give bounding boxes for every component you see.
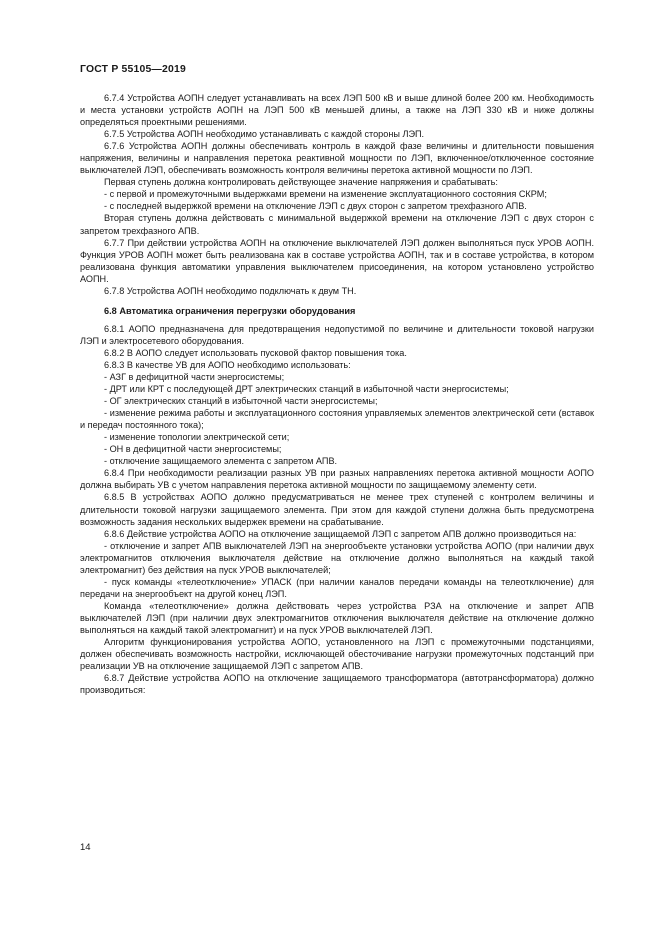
paragraphs-before xyxy=(80,92,594,297)
document-body xyxy=(80,92,594,696)
paragraph: 6.8.3 В качестве УВ для АОПО необходимо использовать: xyxy=(104,359,351,370)
paragraph: 6.8.4 При необходимости реализации разных УВ при разных направлениях перетока активной мощности АОПО должна выбирать УВ с учетом направления перетока активной мощности по защищаемому элементу сети. xyxy=(80,468,594,491)
paragraph: Вторая ступень должна действовать с минимальной выдержкой времени на отключение ЛЭП с двух сторон с запретом трехфазного АПВ. xyxy=(80,213,594,236)
paragraphs-after xyxy=(80,323,594,696)
list-item: - ДРТ или КРТ с последующей ДРТ электрических станций в избыточной части энергосистемы; xyxy=(104,384,509,395)
paragraph: Первая ступень должна контролировать действующее значение напряжения и срабатывать: xyxy=(104,177,498,188)
document-header: ГОСТ Р 55105—2019 xyxy=(80,64,186,75)
list-item: - ОГ электрических станций в избыточной части энергосистемы; xyxy=(104,396,378,407)
list-item: - АЗГ в дефицитной части энергосистемы; xyxy=(104,371,285,382)
paragraph: 6.7.6 Устройства АОПН должны обеспечивать контроль в каждой фазе величины и длительности повышения напряжения, величины и направления перетока реактивной мощности по ЛЭП, включенное/отключенное состояние выключателей ЛЭП, обеспечивать возможность контроля величины перетока активной мощности по ЛЭП. xyxy=(80,141,594,176)
list-item: - изменение режима работы и эксплуатационного состояния управляемых элементов электрической сети (вставок и передач постоянного тока); xyxy=(80,408,594,431)
list-item: - отключение и запрет АПВ выключателей ЛЭП на энергообъекте установки устройства АОПО (при наличии двух электромагнитов отключения выключателя действие на отключение должно выполняться на каждый такой электромагнит) без действия на пуск УРОВ выключателей; xyxy=(80,540,594,575)
page-number: 14 xyxy=(80,842,91,853)
list-item: - отключение защищаемого элемента с запретом АПВ. xyxy=(104,456,338,467)
list-item: - ОН в дефицитной части энергосистемы; xyxy=(104,444,282,455)
paragraph: 6.8.5 В устройствах АОПО должно предусматриваться не менее трех ступеней с контролем величины и длительности токовой нагрузки защищаемого элемента. При этом для каждой ступени должна быть предусмотрена возможность задания нескольких выдержек времени на срабатывание. xyxy=(80,492,594,527)
paragraph: 6.8.7 Действие устройства АОПО на отключение защищаемого трансформатора (автотрансформатора) должно производиться: xyxy=(80,673,594,696)
paragraph: 6.8.1 АОПО предназначена для предотвращения недопустимой по величине и длительности токовой нагрузки ЛЭП и электросетевого оборудования. xyxy=(80,323,594,346)
list-item: - пуск команды «телеотключение» УПАСК (при наличии каналов передачи команды на телеотключение) для передачи на энергообъект на другой конец ЛЭП. xyxy=(80,576,594,599)
paragraph: 6.7.5 Устройства АОПН необходимо устанавливать с каждой стороны ЛЭП. xyxy=(104,129,425,140)
paragraph: Команда «телеотключение» должна действовать через устройства РЗА на отключение и запрет АПВ выключателей ЛЭП (при наличии двух электромагнитов отключения выключателя действие на отключение должно выполняться на каждый такой электромагнит) и на пуск УРОВ выключателей ЛЭП. xyxy=(80,600,594,635)
paragraph: 6.7.4 Устройства АОПН следует устанавливать на всех ЛЭП 500 кВ и выше длиной более 200 км. Необходимость и места установки устройств АОПН на ЛЭП 500 кВ меньшей длины, а также на ЛЭП 330 кВ и ниже должны определяться проектными решениями. xyxy=(80,93,594,128)
list-item: - с последней выдержкой времени на отключение ЛЭП с двух сторон с запретом трехфазного АПВ. xyxy=(104,201,527,212)
paragraph: 6.7.8 Устройства АОПН необходимо подключать к двум ТН. xyxy=(104,285,357,296)
paragraph: 6.8.6 Действие устройства АОПО на отключение защищаемой ЛЭП с запретом АПВ должно производиться на: xyxy=(104,528,577,539)
section-title: 6.8 Автоматика ограничения перегрузки оборудования xyxy=(104,305,356,316)
paragraph: 6.7.7 При действии устройства АОПН на отключение выключателей ЛЭП должен выполняться пуск УРОВ АОПН. Функция УРОВ АОПН может быть реализована как в составе устройства АОПН, так и в составе устройства, в котором реализована функция автоматики управления выключателем присоединения, на котором установлено устройство АОПН. xyxy=(80,237,594,284)
paragraph: Алгоритм функционирования устройства АОПО, установленного на ЛЭП с промежуточными подстанциями, должен обеспечивать возможность настройки, исключающей обесточивание нагрузки промежуточных подстанций при реализации УВ на отключение защищаемой ЛЭП с запретом АПВ. xyxy=(80,637,594,672)
list-item: - с первой и промежуточными выдержками времени на изменение эксплуатационного состояния СКРМ; xyxy=(104,189,547,200)
paragraph: 6.8.2 В АОПО следует использовать пусковой фактор повышения тока. xyxy=(104,347,407,358)
list-item: - изменение топологии электрической сети; xyxy=(104,432,290,443)
